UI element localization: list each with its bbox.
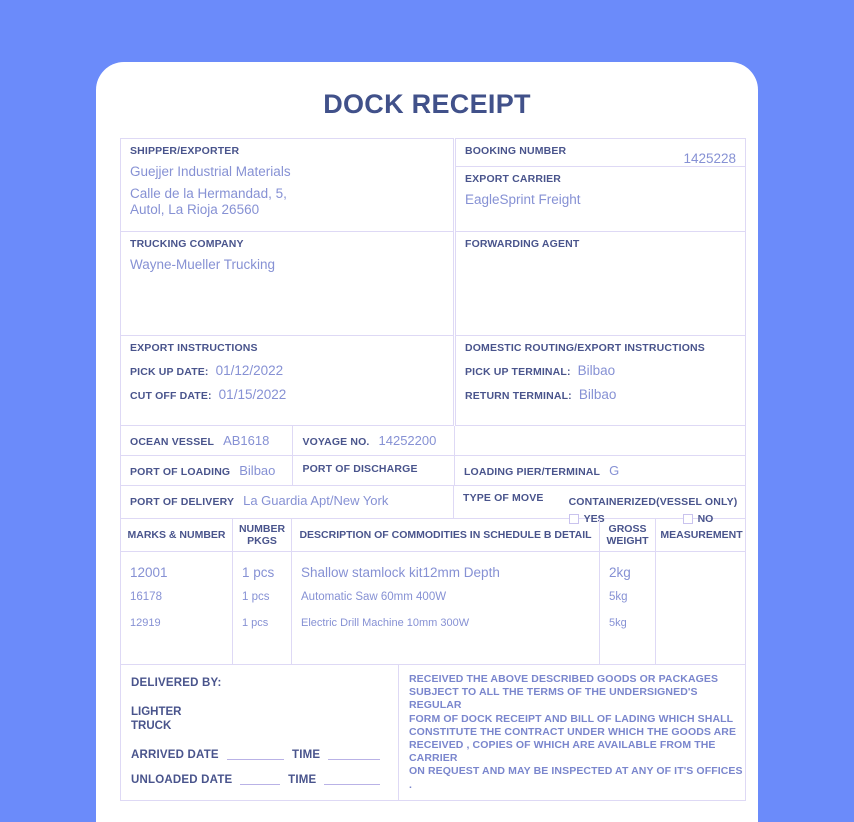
table-column-gross-weight bbox=[600, 552, 656, 664]
shipper-name-value: Guejjer Industrial Materials bbox=[130, 164, 291, 179]
cutoff-date-value: 01/15/2022 bbox=[218, 387, 287, 402]
received-clause-line4: CONSTITUTE THE CONTRACT UNDER WHICH THE GOODS ARE bbox=[409, 725, 737, 738]
pickup-date-label: PICK UP DATE: bbox=[130, 366, 209, 378]
ocean-vessel-value: AB1618 bbox=[223, 433, 270, 448]
table-row: Shallow stamlock kit12mm Depth bbox=[301, 565, 500, 580]
shipper-exporter-label: SHIPPER/EXPORTER bbox=[130, 145, 240, 157]
pickup-terminal-row[interactable] bbox=[465, 363, 737, 378]
type-of-move-label: TYPE OF MOVE bbox=[463, 492, 544, 504]
checkbox-yes-label: YES bbox=[583, 513, 605, 525]
port-of-delivery-label: PORT OF DELIVERY bbox=[130, 496, 235, 508]
column-header-gross-weight-line1: GROSS bbox=[608, 523, 647, 535]
export-carrier-cell[interactable] bbox=[455, 167, 746, 232]
trucking-company-label: TRUCKING COMPANY bbox=[130, 238, 244, 250]
export-carrier-label: EXPORT CARRIER bbox=[465, 173, 562, 185]
column-header-number-pkgs bbox=[233, 519, 292, 551]
voyage-number-value: 14252200 bbox=[378, 433, 437, 448]
page-title: DOCK RECEIPT bbox=[323, 89, 531, 119]
port-of-loading-label: PORT OF LOADING bbox=[130, 466, 231, 478]
column-header-description: DESCRIPTION OF COMMODITIES IN SCHEDULE B DETAIL bbox=[292, 519, 600, 551]
containerized-label: CONTAINERIZED(VESSEL ONLY) bbox=[568, 496, 738, 508]
arrived-time-label: TIME bbox=[292, 749, 321, 761]
table-row: 5kg bbox=[609, 617, 627, 629]
shipper-booking-zone bbox=[120, 138, 746, 232]
ocean-vessel-cell[interactable] bbox=[121, 426, 293, 455]
return-terminal-row[interactable] bbox=[465, 387, 737, 402]
shipper-address bbox=[130, 186, 445, 218]
export-instructions-cell[interactable] bbox=[120, 336, 454, 426]
export-instructions-label: EXPORT INSTRUCTIONS bbox=[130, 342, 258, 354]
domestic-routing-label: DOMESTIC ROUTING/EXPORT INSTRUCTIONS bbox=[465, 342, 705, 354]
shipper-address-line1: Calle de la Hermandad, 5, bbox=[130, 186, 287, 201]
booking-number-cell[interactable] bbox=[455, 138, 746, 167]
checkbox-no-label: NO bbox=[697, 513, 714, 525]
loading-pier-label: LOADING PIER/TERMINAL bbox=[463, 466, 601, 478]
export-carrier-value: EagleSprint Freight bbox=[465, 192, 581, 207]
dock-receipt-form bbox=[120, 138, 746, 801]
unloaded-time-input-rule[interactable] bbox=[324, 784, 380, 785]
shipper-address-line2: Autol, La Rioja 26560 bbox=[130, 202, 260, 217]
ocean-vessel-label: OCEAN VESSEL bbox=[130, 436, 215, 448]
commodities-table-header bbox=[121, 519, 745, 552]
unloaded-time-label: TIME bbox=[288, 774, 317, 786]
table-row: Electric Drill Machine 10mm 300W bbox=[301, 617, 470, 629]
pickup-terminal-value: Bilbao bbox=[577, 363, 616, 378]
arrived-date-input-rule[interactable] bbox=[227, 759, 284, 760]
pickup-date-value: 01/12/2022 bbox=[215, 363, 284, 378]
loading-pier-value: G bbox=[609, 463, 620, 478]
trucking-company-cell[interactable] bbox=[120, 232, 454, 336]
delivery-mode-list bbox=[131, 705, 388, 733]
table-row: 2kg bbox=[609, 565, 631, 580]
document-card bbox=[96, 62, 758, 822]
unloaded-date-label: UNLOADED DATE bbox=[131, 774, 233, 786]
arrived-date-row[interactable] bbox=[131, 749, 388, 761]
column-header-marks: MARKS & NUMBER bbox=[121, 519, 233, 551]
ports-row bbox=[120, 456, 746, 486]
trucking-company-value: Wayne-Mueller Trucking bbox=[130, 257, 276, 272]
arrived-time-input-rule[interactable] bbox=[328, 759, 380, 760]
delivery-move-row bbox=[120, 486, 746, 525]
table-column-pkgs bbox=[233, 552, 292, 664]
table-column-marks bbox=[121, 552, 233, 664]
port-of-loading-cell[interactable] bbox=[121, 456, 293, 485]
return-terminal-label: RETURN TERMINAL: bbox=[465, 390, 572, 402]
type-of-move-cell[interactable] bbox=[454, 486, 745, 525]
column-header-number-pkgs-line2: PKGS bbox=[247, 535, 277, 547]
commodities-table bbox=[120, 519, 746, 665]
unloaded-date-row[interactable] bbox=[131, 774, 388, 786]
voyage-number-cell[interactable] bbox=[293, 426, 455, 455]
table-row: 1 pcs bbox=[242, 591, 270, 603]
table-row: 12001 bbox=[130, 565, 168, 580]
cutoff-date-label: CUT OFF DATE: bbox=[130, 390, 212, 402]
voyage-number-label: VOYAGE NO. bbox=[302, 436, 370, 448]
booking-number-value: 1425228 bbox=[683, 151, 736, 166]
column-header-gross-weight bbox=[600, 519, 656, 551]
forwarding-agent-label: FORWARDING AGENT bbox=[465, 238, 580, 250]
booking-number-label: BOOKING NUMBER bbox=[465, 145, 567, 157]
column-header-number-pkgs-line1: NUMBER bbox=[238, 523, 286, 535]
export-instructions-column bbox=[120, 336, 454, 426]
instructions-routing-zone bbox=[120, 336, 746, 426]
trucking-column bbox=[120, 232, 454, 336]
received-clause-line1: RECEIVED THE ABOVE DESCRIBED GOODS OR PACKAGES bbox=[409, 673, 719, 685]
forwarding-column bbox=[455, 232, 746, 336]
received-clause-line3: FORM OF DOCK RECEIPT AND BILL OF LADING WHICH SHALL bbox=[409, 712, 734, 725]
column-header-measurement: MEASUREMENT bbox=[660, 529, 743, 541]
table-column-description bbox=[292, 552, 600, 664]
port-of-discharge-label: PORT OF DISCHARGE bbox=[302, 463, 418, 475]
delivered-by-cell[interactable] bbox=[121, 665, 399, 800]
forwarding-agent-cell[interactable] bbox=[455, 232, 746, 336]
port-of-loading-value: Bilbao bbox=[239, 463, 276, 478]
booking-carrier-column bbox=[455, 138, 746, 232]
pickup-date-row[interactable] bbox=[130, 363, 445, 378]
commodities-table-body bbox=[121, 552, 745, 664]
loading-pier-cell[interactable] bbox=[455, 456, 745, 485]
port-of-discharge-cell[interactable] bbox=[293, 456, 455, 485]
received-clause-text bbox=[409, 673, 747, 792]
arrived-date-label: ARRIVED DATE bbox=[131, 749, 219, 761]
domestic-routing-column bbox=[455, 336, 746, 426]
table-row: Automatic Saw 60mm 400W bbox=[301, 591, 447, 603]
received-clause-line6: ON REQUEST AND MAY BE INSPECTED AT ANY OF IT'S OFFICES . bbox=[409, 765, 743, 791]
table-row: 16178 bbox=[130, 591, 162, 603]
table-column-measurement bbox=[656, 552, 747, 664]
received-clause-cell bbox=[399, 665, 747, 800]
domestic-routing-cell[interactable] bbox=[455, 336, 746, 426]
table-row: 5kg bbox=[609, 591, 628, 603]
vessel-voyage-row bbox=[120, 426, 746, 456]
received-clause-line2: SUBJECT TO ALL THE TERMS OF THE UNDERSIGNED'S REGULAR bbox=[409, 686, 698, 712]
vessel-row-spacer bbox=[455, 426, 745, 455]
received-clause-line5: RECEIVED , COPIES OF WHICH ARE AVAILABLE FROM THE CARRIER bbox=[409, 739, 716, 765]
delivery-mode-lighter: LIGHTER bbox=[131, 706, 182, 718]
column-header-gross-weight-line2: WEIGHT bbox=[606, 535, 649, 547]
table-row: 12919 bbox=[130, 617, 161, 629]
delivery-mode-truck: TRUCK bbox=[131, 720, 172, 732]
return-terminal-value: Bilbao bbox=[578, 387, 617, 402]
port-of-delivery-value: La Guardia Apt/New York bbox=[243, 493, 389, 508]
shipper-exporter-cell[interactable] bbox=[120, 138, 454, 232]
unloaded-date-input-rule[interactable] bbox=[240, 784, 280, 785]
pickup-terminal-label: PICK UP TERMINAL: bbox=[465, 366, 571, 378]
footer-zone bbox=[120, 665, 746, 801]
cutoff-date-row[interactable] bbox=[130, 387, 445, 402]
table-row: 1 pcs bbox=[242, 617, 269, 629]
trucking-forwarding-zone bbox=[120, 232, 746, 336]
delivered-by-label: DELIVERED BY: bbox=[131, 677, 222, 689]
shipper-column bbox=[120, 138, 454, 232]
port-of-delivery-cell[interactable] bbox=[121, 486, 454, 518]
table-row: 1 pcs bbox=[242, 565, 275, 580]
